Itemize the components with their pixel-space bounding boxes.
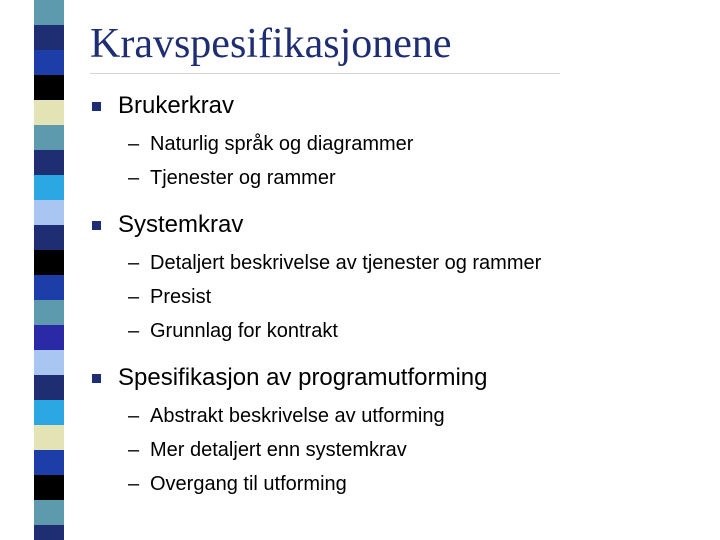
sub-bullet-item — [90, 246, 700, 280]
square-bullet-icon — [92, 221, 101, 230]
decorative-stripe-bar — [34, 0, 64, 540]
stripe-segment — [34, 75, 64, 100]
square-bullet-icon — [92, 102, 101, 111]
stripe-segment — [34, 450, 64, 475]
stripe-segment — [34, 50, 64, 75]
stripe-segment — [34, 400, 64, 425]
slide-title: Kravspesifikasjonene — [90, 21, 452, 67]
sub-bullet-item — [90, 433, 700, 467]
dash-marker: – — [128, 286, 140, 308]
sub-bullet-text: Detaljert beskrivelse av tjenester og rammer — [150, 252, 542, 274]
stripe-segment — [34, 25, 64, 50]
stripe-segment — [34, 300, 64, 325]
sub-bullet-text: Tjenester og rammer — [150, 167, 336, 189]
sub-bullet-list — [90, 127, 700, 195]
stripe-segment — [34, 500, 64, 525]
stripe-segment — [34, 125, 64, 150]
sub-bullet-item — [90, 161, 700, 195]
sub-bullet-text: Naturlig språk og diagrammer — [150, 133, 414, 155]
sub-bullet-item — [90, 314, 700, 348]
stripe-segment — [34, 0, 64, 25]
stripe-segment — [34, 375, 64, 400]
bullet-text: Systemkrav — [118, 211, 244, 238]
dash-marker: – — [128, 320, 140, 342]
bullet-group — [90, 360, 700, 501]
bullet-list — [90, 88, 700, 513]
sub-bullet-item — [90, 467, 700, 501]
title-underline — [90, 73, 560, 74]
square-bullet-icon — [92, 374, 101, 383]
stripe-segment — [34, 525, 64, 540]
sub-bullet-list — [90, 399, 700, 501]
stripe-segment — [34, 475, 64, 500]
sub-bullet-item — [90, 280, 700, 314]
dash-marker: – — [128, 405, 140, 427]
bullet-item — [90, 88, 700, 124]
sub-bullet-text: Presist — [150, 286, 212, 308]
bullet-item — [90, 207, 700, 243]
sub-bullet-text: Abstrakt beskrivelse av utforming — [150, 405, 445, 427]
dash-marker: – — [128, 167, 140, 189]
stripe-segment — [34, 425, 64, 450]
dash-marker: – — [128, 439, 140, 461]
stripe-segment — [34, 275, 64, 300]
bullet-group — [90, 207, 700, 348]
sub-bullet-list — [90, 246, 700, 348]
bullet-item — [90, 360, 700, 396]
stripe-segment — [34, 325, 64, 350]
stripe-segment — [34, 200, 64, 225]
stripe-segment — [34, 225, 64, 250]
sub-bullet-item — [90, 127, 700, 161]
sub-bullet-text: Overgang til utforming — [150, 473, 347, 495]
bullet-group — [90, 88, 700, 195]
sub-bullet-item — [90, 399, 700, 433]
stripe-segment — [34, 150, 64, 175]
bullet-text: Brukerkrav — [118, 92, 235, 119]
sub-bullet-text: Mer detaljert enn systemkrav — [150, 439, 407, 461]
sub-bullet-text: Grunnlag for kontrakt — [150, 320, 338, 342]
dash-marker: – — [128, 252, 140, 274]
dash-marker: – — [128, 473, 140, 495]
stripe-segment — [34, 100, 64, 125]
stripe-segment — [34, 250, 64, 275]
dash-marker: – — [128, 133, 140, 155]
stripe-segment — [34, 175, 64, 200]
bullet-text: Spesifikasjon av programutforming — [118, 364, 488, 391]
stripe-segment — [34, 350, 64, 375]
